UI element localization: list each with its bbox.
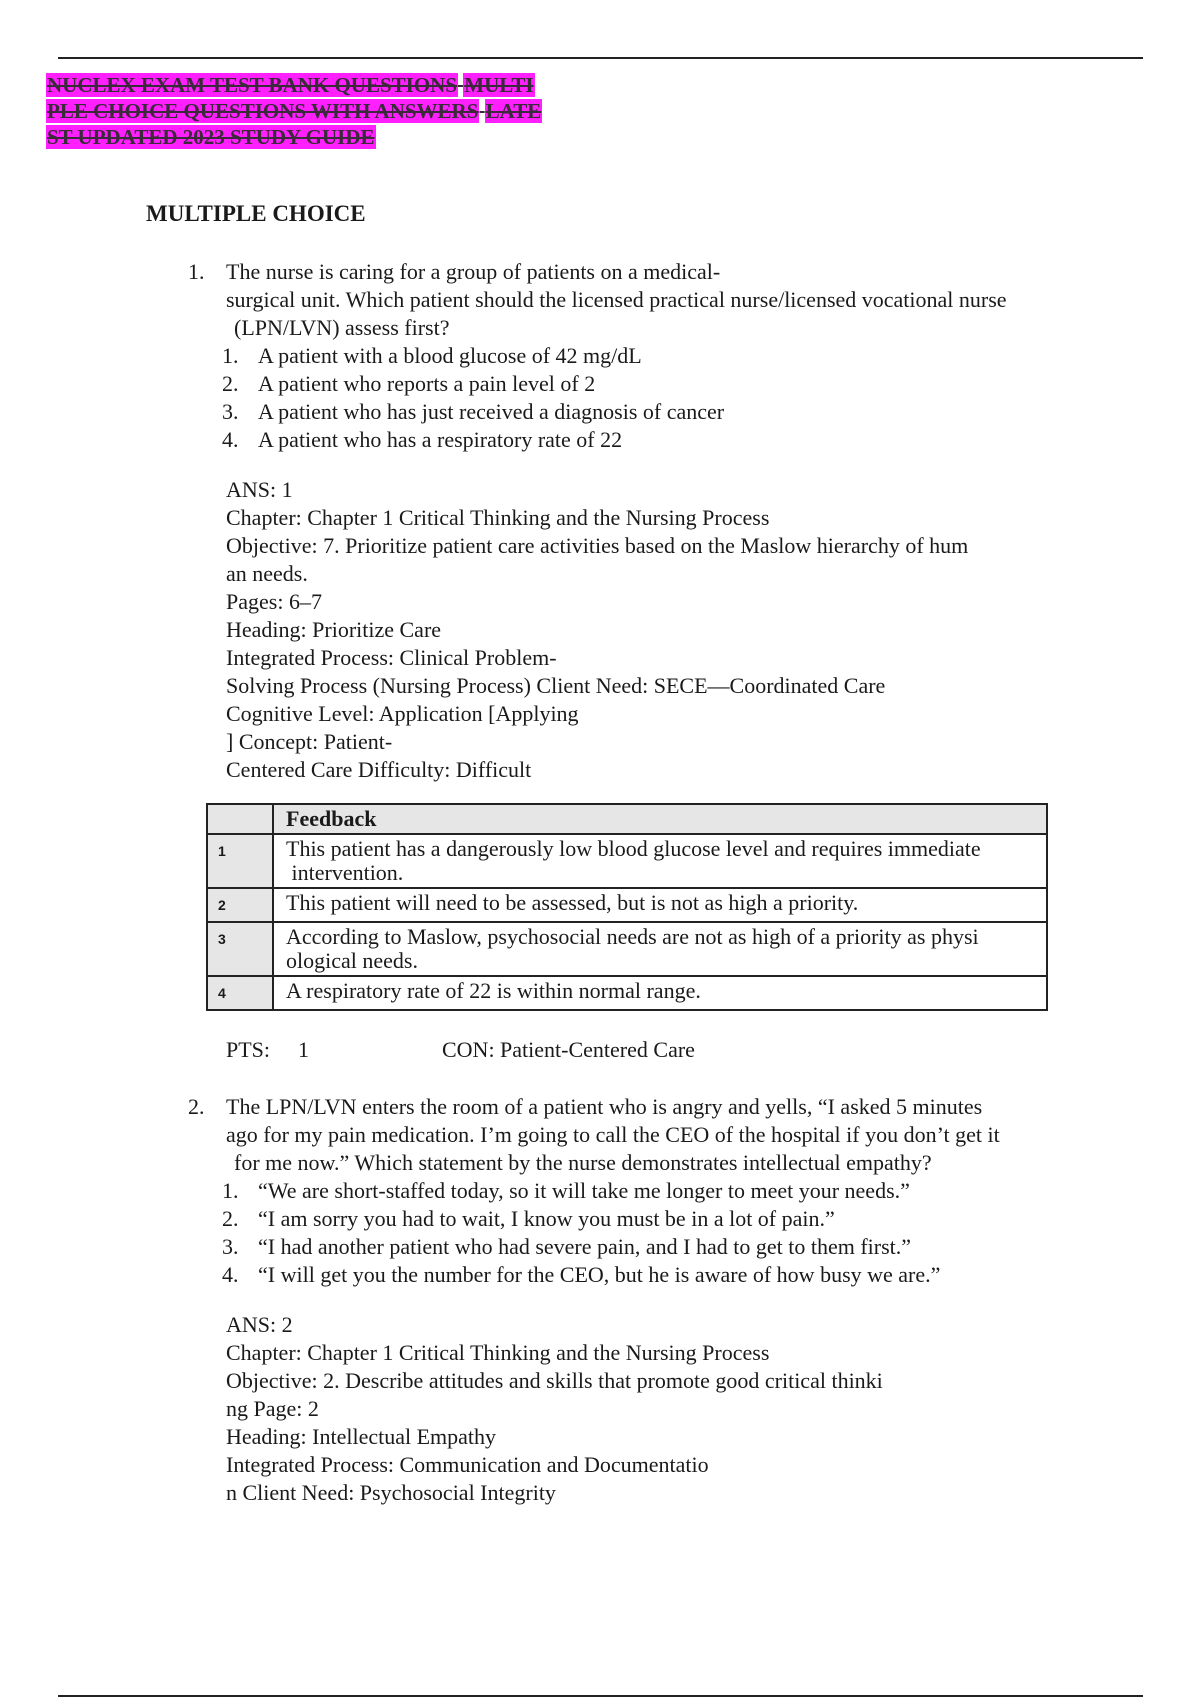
meta-line: n Client Need: Psychosocial Integrity — [226, 1480, 556, 1505]
meta-line: Objective: 2. Describe attitudes and skills that promote good critical thinki — [226, 1368, 883, 1393]
answer-option: 3. “I had another patient who had severe pain, and I had to get to them first.” — [222, 1234, 912, 1259]
meta-line: ng Page: 2 — [226, 1396, 319, 1421]
feedback-header-row — [207, 804, 1047, 834]
title-line-1: NUCLEX EXAM TEST BANK QUESTIONS MULTI — [47, 73, 534, 97]
feedback-text: According to Maslow, psychosocial needs are not as high of a priority as physi ological needs. — [273, 922, 1047, 976]
answer-options — [188, 1177, 1108, 1289]
meta-line: Centered Care Difficulty: Difficult — [226, 757, 532, 782]
answer-metadata — [226, 476, 1108, 784]
meta-line: Heading: Prioritize Care — [226, 617, 442, 642]
stem-line: for me now.” Which statement by the nurse demonstrates intellectual empathy? — [234, 1150, 932, 1175]
feedback-header-blank — [207, 804, 273, 834]
stem-line: ago for my pain medication. I’m going to call the CEO of the hospital if you don’t get it — [226, 1122, 1000, 1147]
document-title — [46, 72, 606, 150]
feedback-row — [207, 888, 1047, 922]
answer-option: 1. “We are short-staffed today, so it will take me longer to meet your needs.” — [222, 1178, 910, 1203]
question-number: 2. — [188, 1094, 205, 1119]
feedback-row-number: 1 — [207, 834, 273, 888]
title-line-3: ST UPDATED 2023 STUDY GUIDE — [47, 125, 375, 149]
concept-label: CON: Patient-Centered Care — [442, 1037, 695, 1062]
stem-line: (LPN/LVN) assess first? — [234, 315, 450, 340]
bottom-rule — [58, 1695, 1143, 1697]
answer-option: 2. “I am sorry you had to wait, I know you must be in a lot of pain.” — [222, 1206, 835, 1231]
feedback-row — [207, 922, 1047, 976]
meta-line: ] Concept: Patient- — [226, 729, 393, 754]
feedback-header: Feedback — [273, 804, 1047, 834]
feedback-row-number: 3 — [207, 922, 273, 976]
meta-line: an needs. — [226, 561, 308, 586]
feedback-row — [207, 976, 1047, 1010]
feedback-row-number: 2 — [207, 888, 273, 922]
feedback-row-number: 4 — [207, 976, 273, 1010]
meta-line: Solving Process (Nursing Process) Client Need: SECE—Coordinated Care — [226, 673, 886, 698]
feedback-text: This patient will need to be assessed, but is not as high a priority. — [273, 888, 1047, 922]
question-2 — [188, 1093, 1108, 1507]
answer-option: 2. A patient who reports a pain level of 2 — [222, 371, 596, 396]
stem-line: The nurse is caring for a group of patients on a medical- — [226, 259, 721, 284]
section-title: MULTIPLE CHOICE — [146, 201, 366, 226]
meta-line: Heading: Intellectual Empathy — [226, 1424, 497, 1449]
answer-key: ANS: 2 — [226, 1312, 293, 1337]
meta-line: Chapter: Chapter 1 Critical Thinking and the Nursing Process — [226, 505, 770, 530]
answer-option: 4. “I will get you the number for the CEO, but he is aware of how busy we are.” — [222, 1262, 941, 1287]
answer-option: 4. A patient who has a respiratory rate of 22 — [222, 427, 623, 452]
title-line-2: PLE CHOICE QUESTIONS WITH ANSWERS LATE — [47, 99, 542, 123]
stem-line: surgical unit. Which patient should the licensed practical nurse/licensed vocational nurse — [226, 287, 1007, 312]
points-label: PTS: — [226, 1037, 271, 1062]
question-1 — [188, 258, 1108, 784]
question-stem — [226, 258, 1108, 342]
answer-option: 3. A patient who has just received a diagnosis of cancer — [222, 399, 725, 424]
feedback-table — [206, 803, 1048, 1011]
answer-options — [188, 342, 1108, 454]
answer-key: ANS: 1 — [226, 477, 293, 502]
meta-line: Cognitive Level: Application [Applying — [226, 701, 579, 726]
stem-line: The LPN/LVN enters the room of a patient who is angry and yells, “I asked 5 minutes — [226, 1094, 983, 1119]
top-rule — [58, 57, 1143, 59]
feedback-row — [207, 834, 1047, 888]
meta-line: Objective: 7. Prioritize patient care activities based on the Maslow hierarchy of hum — [226, 533, 969, 558]
points-value: 1 — [298, 1037, 309, 1062]
question-number: 1. — [188, 259, 205, 284]
points-line — [226, 1036, 926, 1064]
answer-option: 1. A patient with a blood glucose of 42 mg/dL — [222, 343, 642, 368]
question-stem — [226, 1093, 1108, 1177]
meta-line: Pages: 6–7 — [226, 589, 322, 614]
feedback-text: This patient has a dangerously low blood glucose level and requires immediate intervention. — [273, 834, 1047, 888]
meta-line: Integrated Process: Communication and Documentatio — [226, 1452, 709, 1477]
meta-line: Chapter: Chapter 1 Critical Thinking and the Nursing Process — [226, 1340, 770, 1365]
feedback-text: A respiratory rate of 22 is within normal range. — [273, 976, 1047, 1010]
answer-metadata — [226, 1311, 1108, 1507]
meta-line: Integrated Process: Clinical Problem- — [226, 645, 557, 670]
